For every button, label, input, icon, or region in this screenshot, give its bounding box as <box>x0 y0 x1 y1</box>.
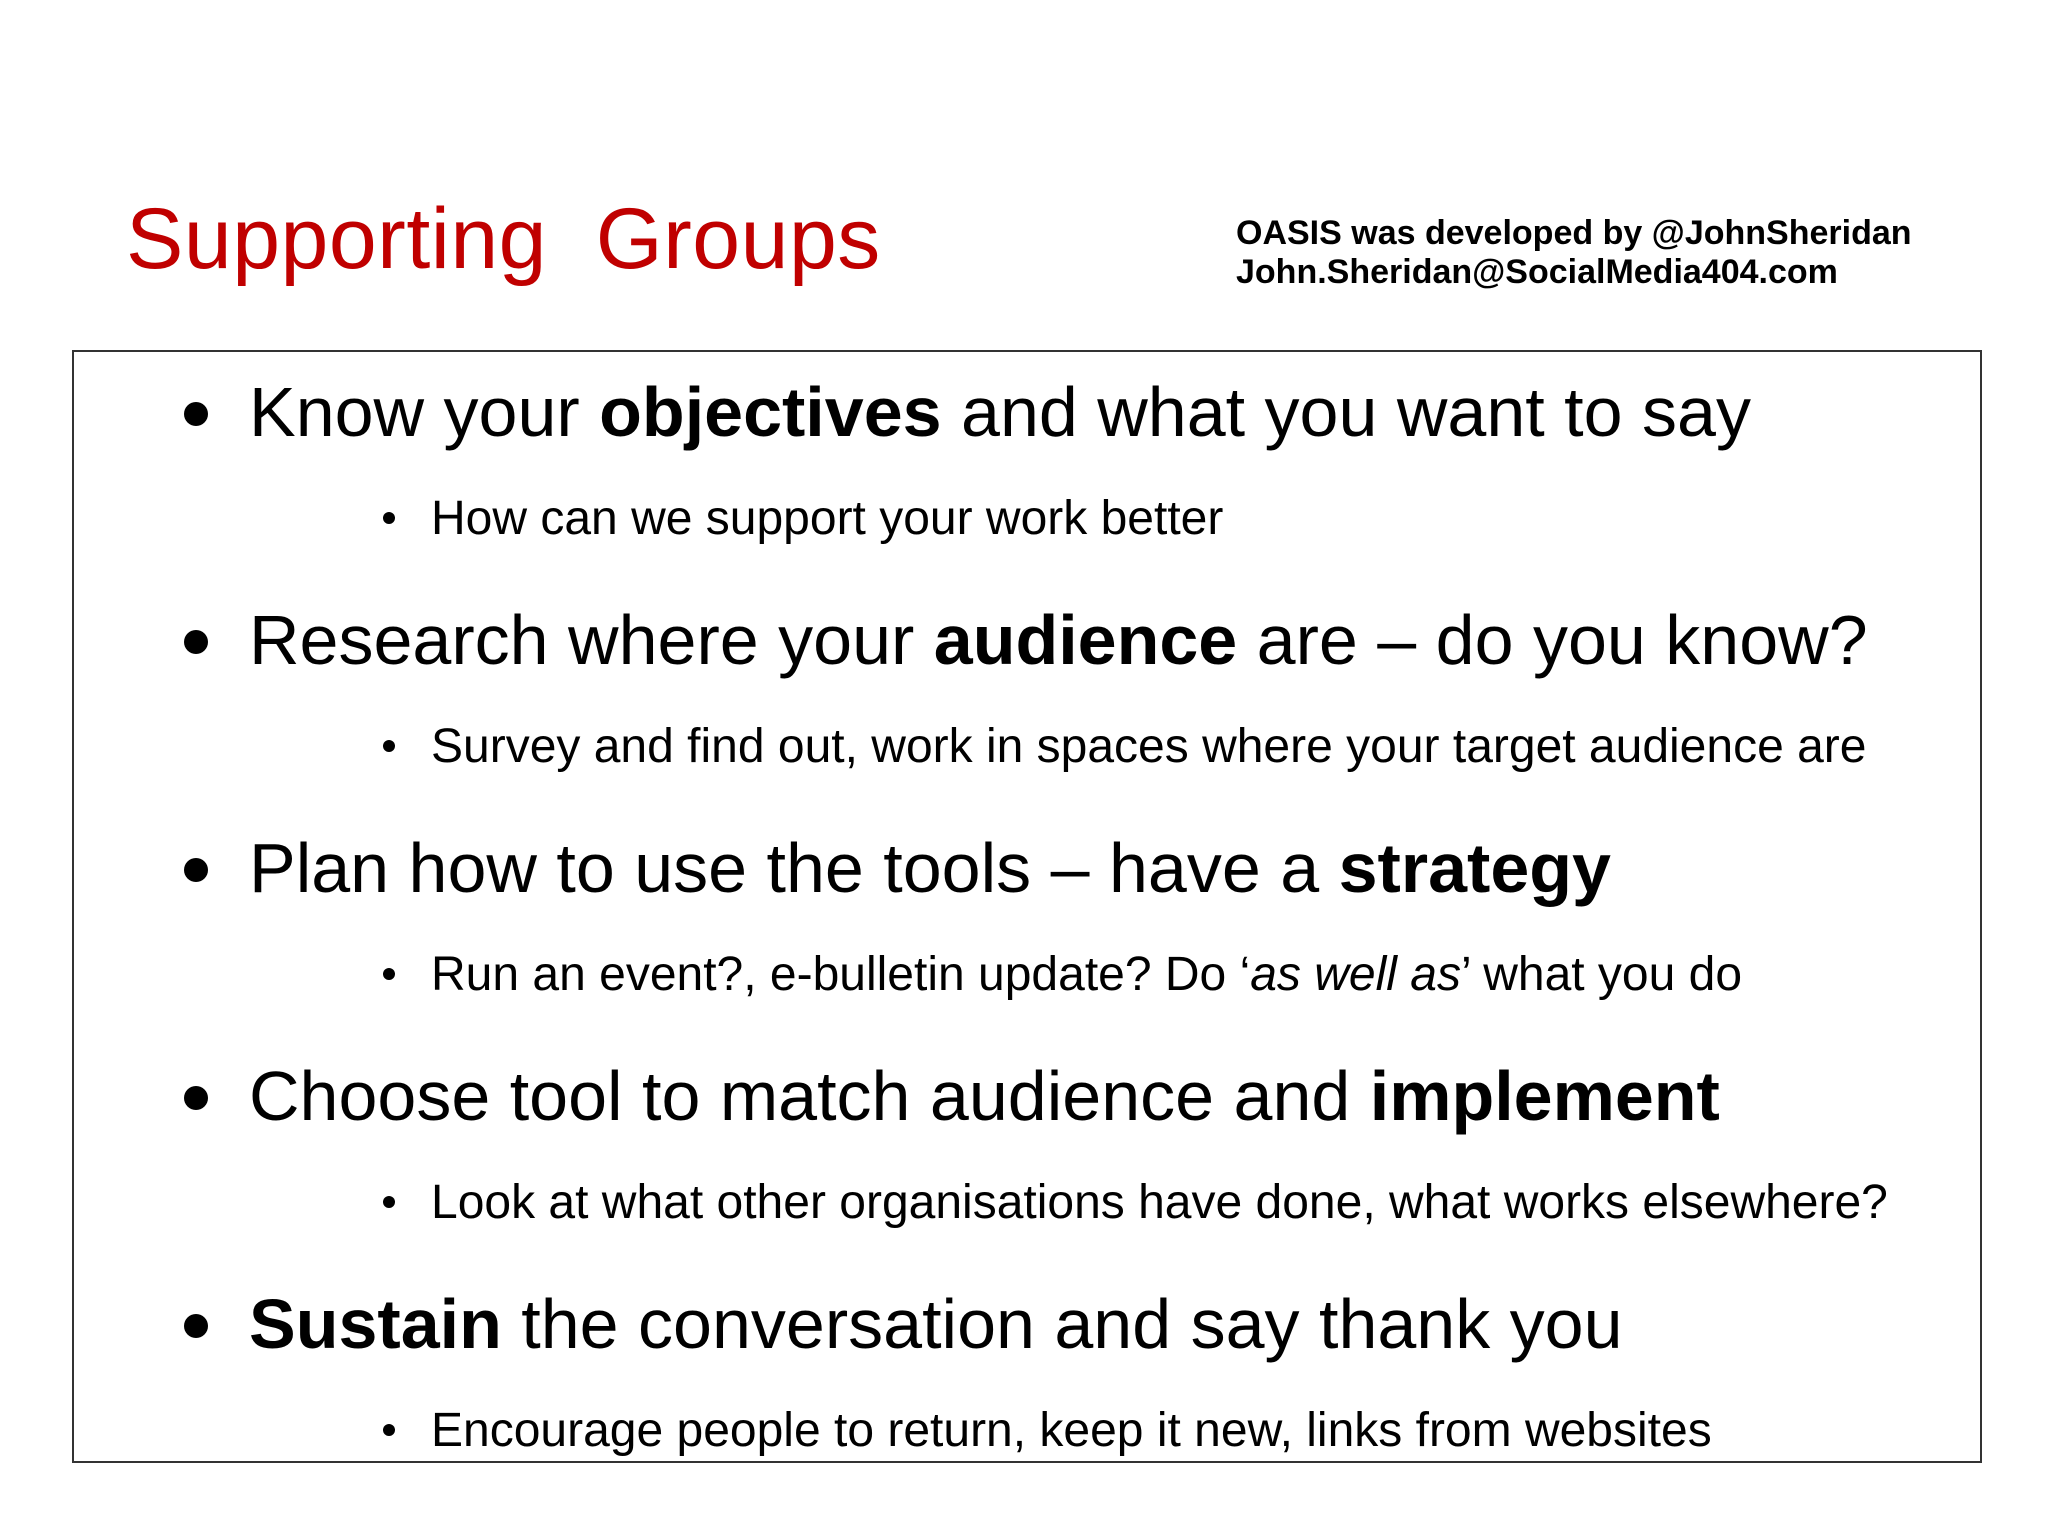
point-2-text-end: are – do you know? <box>1237 601 1868 679</box>
point-2-text: Research where your <box>249 601 934 679</box>
bullet-icon <box>184 402 208 426</box>
point-4-text: Choose tool to match audience and <box>249 1057 1370 1135</box>
point-1-keyword: objectives <box>599 373 942 451</box>
point-2 <box>249 601 1868 679</box>
credit-block <box>1236 214 1912 292</box>
point-5-detail: Encourage people to return, keep it new, links from websites <box>431 1404 1712 1457</box>
point-5-keyword: Sustain <box>249 1285 502 1363</box>
point-3-keyword: strategy <box>1338 829 1611 907</box>
point-3 <box>249 829 1611 907</box>
point-1-text: Know your <box>249 373 600 451</box>
bullet-icon <box>184 1086 208 1110</box>
point-2-detail: Survey and find out, work in spaces where your target audience are <box>431 720 1867 773</box>
sub-bullet-icon <box>383 740 395 752</box>
point-1 <box>249 373 1751 451</box>
point-1-detail: How can we support your work better <box>431 492 1224 545</box>
point-4 <box>249 1057 1720 1135</box>
point-3-detail <box>431 948 1743 1001</box>
content-box <box>72 350 1982 1463</box>
point-2-keyword: audience <box>933 601 1238 679</box>
point-3-detail-emphasis: as well as <box>1250 948 1461 1001</box>
point-5 <box>249 1285 1623 1363</box>
bullet-icon <box>184 1314 208 1338</box>
point-3-text: Plan how to use the tools – have a <box>249 829 1339 907</box>
point-1-text-end: and what you want to say <box>941 373 1751 451</box>
credit-line-email: John.Sheridan@SocialMedia404.com <box>1236 253 1838 291</box>
bullet-icon <box>184 858 208 882</box>
sub-bullet-icon <box>383 1196 395 1208</box>
point-4-keyword: implement <box>1369 1057 1720 1135</box>
point-3-detail-text: Run an event?, e-bulletin update? Do ‘ <box>431 948 1251 1001</box>
credit-line-developer: OASIS was developed by @JohnSheridan <box>1236 214 1912 252</box>
slide-title: Supporting Groups <box>126 191 881 287</box>
sub-bullet-icon <box>383 512 395 524</box>
bullet-icon <box>184 630 208 654</box>
sub-bullet-icon <box>383 1424 395 1436</box>
sub-bullet-icon <box>383 968 395 980</box>
point-5-text-end: the conversation and say thank you <box>501 1285 1623 1363</box>
point-4-detail: Look at what other organisations have done, what works elsewhere? <box>431 1176 1888 1229</box>
point-3-detail-text-end: ’ what you do <box>1460 948 1743 1001</box>
